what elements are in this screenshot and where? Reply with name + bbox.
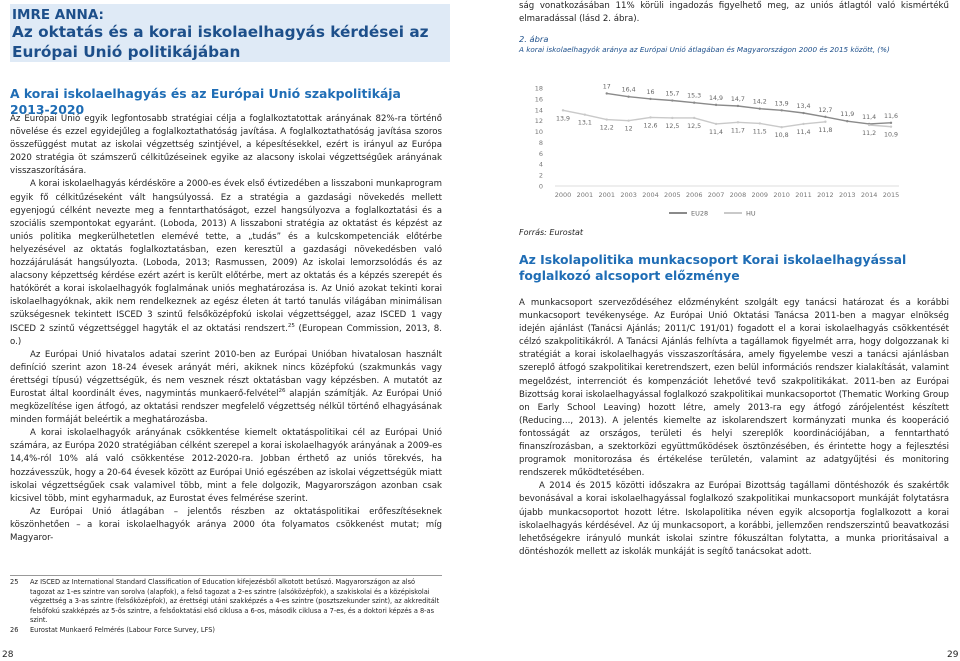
y-tick-label: 0 — [538, 182, 543, 191]
x-tick-label: 2009 — [751, 191, 769, 199]
data-point — [890, 125, 892, 127]
footnote-text: Eurostat Munkaerő Felmérés (Labour Force Survey, LFS) — [30, 625, 215, 634]
title-block — [10, 4, 450, 62]
data-label: 10,8 — [774, 132, 789, 140]
x-tick-label: 2005 — [664, 191, 681, 199]
data-point — [824, 116, 826, 118]
legend-label: HU — [746, 209, 756, 218]
data-point — [671, 117, 673, 119]
data-point — [759, 107, 761, 109]
paragraph: Az Európai Unió átlagában – jelentős részben az oktatáspolitikai erőfeszítéseknek köszönhetően – a korai iskolaelhagyók aránya 2000 óta folyamatos csökkenést mutat; míg Magyaror- — [10, 506, 442, 543]
data-point — [802, 112, 804, 114]
page-number-right: 29 — [947, 650, 959, 660]
paragraph: ság vonatkozásában 11% körüli ingadozás figyelhető meg, az uniós átlagtól való kismértékű elmaradással (lásd 2. ábra). — [519, 1, 949, 25]
footnote — [10, 626, 442, 636]
data-label: 13,9 — [555, 115, 571, 123]
data-point — [693, 102, 695, 104]
paragraph-text: alapján számítják. Az Európai Unió megközelítése igen átfogó, az oktatási rendszer megfelelő végzettség nélkül történő elhagyásának minden formáját beleértik a meghatározásba. — [10, 388, 442, 426]
data-point — [868, 124, 870, 126]
data-point — [627, 119, 629, 121]
data-point — [890, 122, 892, 124]
footnote-text: Az ISCED az International Standard Classification of Education kifejezésből alkotott betűszó. Magyarországon az alsó tagozat az 1-es szintre van sorolva (alapfok), a felső tagozat a 2-es szintre (alsóközépfok), a szakiskolai és a középiskolai végzettség a 3-as szintre (felsőközépfok), az érettségi utáni szakképzés a 4-es szintre (posztszekunder szint), az akkreditált felsőfokú szakképzés az 5-ös szintre, a felsőoktatási első ciklusa a 6-os, második ciklusa a 7-es, és a doktori képzés a 8-as szint. — [30, 578, 440, 625]
data-label: 10,9 — [883, 131, 899, 139]
x-tick-label: 2014 — [860, 191, 878, 199]
data-point — [715, 104, 717, 106]
data-point — [693, 117, 695, 119]
paragraph-text: (European Commission, 2013, 8. o.) — [10, 323, 442, 347]
y-tick-label: 10 — [534, 128, 543, 137]
section-heading: A korai iskolaelhagyás és az Európai Unió szakpolitikája 2013-2020 — [10, 86, 401, 117]
data-point — [737, 121, 739, 123]
x-tick-label: 2015 — [882, 191, 900, 199]
y-tick-label: 4 — [538, 160, 543, 169]
data-label: 16 — [646, 88, 655, 96]
paragraph: A munkacsoport szerveződéséhez előzményként szolgált egy tanácsi határozat és a korábbi munkacsoport tevékenysége. Az Európai Unió Oktatási Tanácsa 2011-ben a magyar elnökség idején ajánlást (Tanácsi Ajánlás; 2011/C 191/01) fogadott el a korai iskolaelhagyás csökkentését célzó szakpolitikákról. A Tanácsi Ajánlás felhívta a tagállamok figyelmét arra, hogy dolgozzanak ki stratégiát a korai iskolaelhagyás visszaszorítására, amely figyelembe veszi a tanácsi ajánlásban szereplő átfogó szakpolitikai keretrendszert, ezen belül információs rendszer kialakítását, valamint megelőzést, interrenciót és kompenzációt lehetővé tevő szakpolitikákat. 2011-ben az Európai Bizottság korai iskolaelhagyással foglalkozó szakpolitikai munkacsoportot (Thematic Working Group on Early School Leaving) hozott létre, amely 2013-ra egy átfogó zárójelentést készített (Reducing..., 2013). A jelentés kiemelte az iskolarendszert kormányzati munka és kooperáció fontosságát az országos, területi és helyi szereplők koordinációjában, a fenntartható finanszírozásban, a szektorközi együttműködések ösztönzésében, és érintette hogy a fejlesztési programok monitorozása és értékelése területén, valamint az adatgyűjtési és monitoring rendszerek működtetésében. — [519, 298, 949, 479]
footnote-ref[interactable]: 25 — [287, 322, 295, 329]
data-label: 12,5 — [687, 122, 702, 130]
data-label: 12,6 — [643, 122, 658, 130]
figure-label: 2. ábra — [519, 34, 549, 44]
data-label: 14,9 — [709, 94, 724, 102]
x-tick-label: 2001 — [576, 191, 594, 199]
data-point — [606, 92, 608, 94]
line-chart — [519, 78, 949, 223]
data-label: 13,1 — [577, 119, 592, 127]
data-label: 11,4 — [709, 128, 724, 136]
data-label: 13,4 — [796, 103, 811, 111]
data-label: 14,7 — [730, 95, 745, 103]
data-point — [780, 126, 782, 128]
paragraph — [10, 178, 442, 348]
footnote-number: 26 — [10, 625, 19, 634]
data-label: 12 — [624, 125, 633, 133]
data-point — [715, 123, 717, 125]
x-tick-label: 2004 — [642, 191, 659, 199]
data-label: 11,4 — [862, 113, 877, 121]
data-label: 12,7 — [818, 106, 833, 114]
data-point — [824, 121, 826, 123]
x-tick-label: 2013 — [838, 191, 856, 199]
figure-source: Forrás: Eurostat — [519, 228, 584, 237]
data-label: 15,3 — [687, 92, 702, 100]
section-heading: Az Iskolapolitika munkacsoport Korai iskolaelhagyással foglalkozó alcsoport előzménye — [519, 252, 907, 283]
data-label: 11,6 — [883, 112, 899, 120]
y-tick-label: 16 — [534, 95, 543, 104]
page-title: Az oktatás és a korai iskolaelhagyás kérdései az Európai Unió politikájában — [12, 23, 429, 61]
left-page — [10, 0, 442, 661]
x-tick-label: 2001 — [598, 191, 616, 199]
paragraph — [10, 349, 442, 428]
paragraph: A 2014 és 2015 közötti időszakra az Európai Bizottság tagállami döntéshozók és szakértők bevonásával a korai iskolaelhagyással foglalkozó szakpolitikai munkacsoport munkáját folytatásra újabb munkacsoportot hozott létre. Iskolapolitika néven egyik alcsoportja foglalkozott a korai iskolaelhagyás kérdésével. Az új munkacsoport, a korábbi, jellemzően rendszerszintű beavatkozási lehetőségekre irányuló munkát iskolai szintre fókuszáltan folytatta, a munka prioritásaival a döntéshozók mellett az iskolák munkáját is segítő tanácsokat adott. — [519, 481, 949, 557]
x-tick-label: 2011 — [795, 191, 812, 199]
data-label: 11,2 — [862, 130, 877, 138]
y-tick-label: 14 — [534, 106, 543, 115]
data-point — [737, 105, 739, 107]
body-text — [10, 113, 442, 545]
x-tick-label: 2007 — [707, 191, 725, 199]
legend-label: EU28 — [691, 209, 709, 218]
paragraph: A korai iskolaelhagyók arányának csökkentése kiemelt oktatáspolitikai cél az Európai Unió számára, az Európa 2020 stratégiában célként szerepel a korai iskolaelhagyók arányának a 2009-es 14,4%-ról 10% alá való csökkentése 2012-2020-ra. Jobban érthető az uniós törekvés, ha hozzávesszük, hogy a 20-64 évesek között az Európai Unió egészében az iskolai végzettségük miatt iskolai végzettségűek csak valamivel több, mint a fele dolgozik, Magyarországon azonban csak kicsivel több, mint egyharmaduk, az Eurostat éves felmérése szerint. — [10, 428, 442, 504]
data-label: 11,7 — [730, 127, 745, 135]
footnote-number: 25 — [10, 578, 19, 586]
data-point — [562, 109, 564, 111]
x-tick-label: 2006 — [685, 191, 703, 199]
x-tick-label: 2003 — [620, 191, 637, 199]
body-text — [519, 297, 949, 559]
data-label: 11,4 — [796, 128, 811, 136]
data-label: 11,9 — [840, 111, 855, 119]
data-point — [759, 122, 761, 124]
figure-caption-block — [519, 34, 949, 55]
x-tick-label: 2008 — [729, 191, 747, 199]
data-label: 12,2 — [599, 124, 614, 132]
data-point — [606, 118, 608, 120]
footnotes — [10, 575, 442, 636]
data-point — [780, 109, 782, 111]
x-tick-label: 2012 — [817, 191, 834, 199]
y-tick-label: 8 — [538, 138, 543, 147]
paragraph-text: A korai iskolaelhagyás kérdésköre a 2000-es évek első évtizedében a lisszaboni munkaprogram egyik fő célkitűzéseként vált hangsúlyossá. Ez a stratégia a gazdasági növekedés mellett egyenjogú célként nevezte meg a fenntarthatóságot, ezzel hangsúlyozva a foglalkoztatási és a szociális szempontokat egyaránt. (Loboda, 2013) A lisszaboni stratégia az oktatást és képzést az uniós politika megkerülhetetlen elemévé tette, a „tudás” és a kulcskompetenciák előtérbe helyezésével az oktatás foglalkoztatásban, ezen keresztül a gazdasági növekedésben való hozzájárulását hangsúlyozta. (Loboda, 2013; Rasmussen, 2009) Az iskolai lemorzsolódás és az alacsony képzettség kérdése ezért azért is került előtérbe, mert az oktatás és a képzés szerepét és hatókörét a korai iskolaelhagyók foglalmának uniós meghatározása is. Az Unió azokat tekinti korai iskolaelhagyóknak, akik nem rendelkeznek az egész életen át tartó tanulás világában minimálisan szükségesnek tekintett ISCED 3 szintű felsőközépfokú iskolai végzettséggel, azaz ISCED 1 vagy ISCED 2 szintű végzettséggel hagyták el az oktatási rendszert. — [10, 179, 442, 334]
data-label: 17 — [602, 83, 611, 91]
data-point — [846, 120, 848, 122]
x-tick-label: 2000 — [554, 191, 572, 199]
x-tick-label: 2010 — [773, 191, 790, 199]
data-point — [649, 98, 651, 100]
data-point — [671, 99, 673, 101]
data-label: 14,2 — [752, 98, 767, 106]
figure-caption: A korai iskolaelhagyók aránya az Európai Unió átlagában és Magyarországon 2000 és 2015 között, (%) — [519, 45, 890, 54]
data-label: 15,7 — [665, 90, 680, 98]
data-label: 13,9 — [774, 100, 789, 108]
data-label: 16,4 — [621, 86, 636, 94]
data-point — [627, 96, 629, 98]
paragraph-text: Az Európai Unió hivatalos adatai szerint 2010-ben az Európai Unióban hivatalosan használt definíció szerint azon 18-24 évesek arányát méri, akiknek nincs középfokú (szakmunkás vagy érettségi típusú) végzettségük, és nem vesznek részt oktatásban vagy képzésben. A mutatót az Eurostat által koordinált éves, nagymintás munkaerő-felvétel — [10, 349, 442, 399]
y-tick-label: 12 — [534, 117, 543, 126]
data-label: 12,5 — [665, 122, 680, 130]
data-label: 11,8 — [818, 126, 833, 134]
page-number-left: 28 — [2, 650, 14, 660]
right-page — [519, 0, 949, 661]
paragraph: Az Európai Unió egyik legfontosabb stratégiai célja a foglalkoztatottak arányának 82%-ra történő növelése és ezzel egyidejűleg a foglalkoztathatóság javítása. A foglalkoztathatóság javítása szoros összefüggést mutat az iskolai végzettség szintjével, a képesítésekkel, ezért is irányul az Európa 2020 stratégia öt számszerű célkitűzéseinek egyike az alacsony iskolai végzettségűek arányának visszaszorítására. — [10, 114, 442, 177]
y-tick-label: 18 — [534, 84, 543, 93]
data-point — [584, 113, 586, 115]
data-point — [802, 123, 804, 125]
data-label: 11,5 — [752, 128, 767, 136]
author-kicker: IMRE ANNA: — [12, 7, 104, 23]
y-tick-label: 2 — [538, 171, 543, 180]
footnote — [10, 578, 442, 626]
data-point — [649, 116, 651, 118]
y-tick-label: 6 — [538, 149, 543, 158]
footnote-ref[interactable]: 26 — [278, 388, 286, 395]
